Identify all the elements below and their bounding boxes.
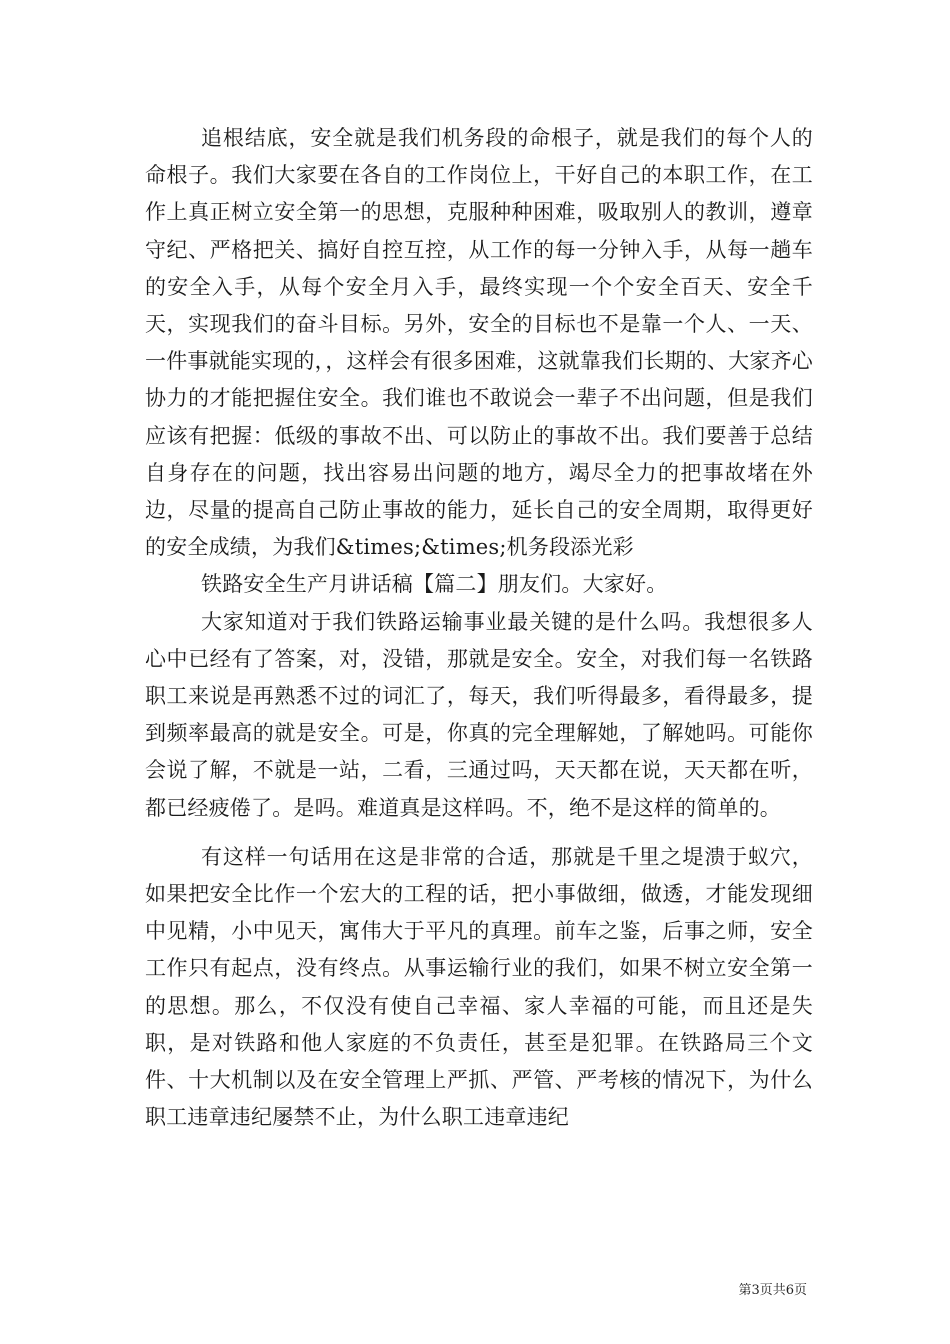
paragraph-3: 大家知道对于我们铁路运输事业最关键的是什么吗。我想很多人心中已经有了答案，对，没错，那就是安全。安全，对我们每一名铁路职工来说是再熟悉不过的词汇了，每天，我们听得最多，看得最多，提到频率最高的就是安全。可是，你真的完全理解她，了解她吗。可能你会说了解，不就是一站，二看，三通过吗，天天都在说，天天都在听，都已经疲倦了。是吗。难道真是这样吗。不，绝不是这样的简单的。 <box>145 609 813 820</box>
paragraph-4: 有这样一句话用在这是非常的合适，那就是千里之堤溃于蚁穴，如果把安全比作一个宏大的工程的话，把小事做细，做透，才能发现细中见精，小中见天，寓伟大于平凡的真理。前车之鉴，后事之师，安全工作只有起点，没有终点。从事运输行业的我们，如果不树立安全第一的思想。那么，不仅没有使自己幸福、家人幸福的可能，而且还是失职，是对铁路和他人家庭的不负责任，甚至是犯罪。在铁路局三个文件、十大机制以及在安全管理上严抓、严管、严考核的情况下，为什么职工违章违纪屡禁不止，为什么职工违章违纪 <box>145 844 813 1130</box>
page-number-footer: 第3页共6页 <box>738 1283 807 1298</box>
document-body <box>145 120 813 1136</box>
paragraph-1: 追根结底，安全就是我们机务段的命根子，就是我们的每个人的命根子。我们大家要在各自的工作岗位上，干好自己的本职工作，在工作上真正树立安全第一的思想，克服种种困难，吸取别人的教训，遵章守纪、严格把关、搞好自控互控，从工作的每一分钟入手，从每一趟车的安全入手，从每个安全月入手，最终实现一个个安全百天、安全千天，实现我们的奋斗目标。另外，安全的目标也不是靠一个人、一天、一件事就能实现的，，这样会有很多困难，这就靠我们长期的、大家齐心协力的才能把握住安全。我们谁也不敢说会一辈子不出问题，但是我们应该有把握：低级的事故不出、可以防止的事故不出。我们要善于总结自身存在的问题，找出容易出问题的地方，竭尽全力的把事故堵在外边，尽量的提高自己防止事故的能力，延长自己的安全周期，取得更好的安全成绩，为我们&times;&times;机务段添光彩 <box>145 126 813 560</box>
paragraph-2-heading: 铁路安全生产月讲话稿【篇二】朋友们。大家好。 <box>201 572 668 597</box>
